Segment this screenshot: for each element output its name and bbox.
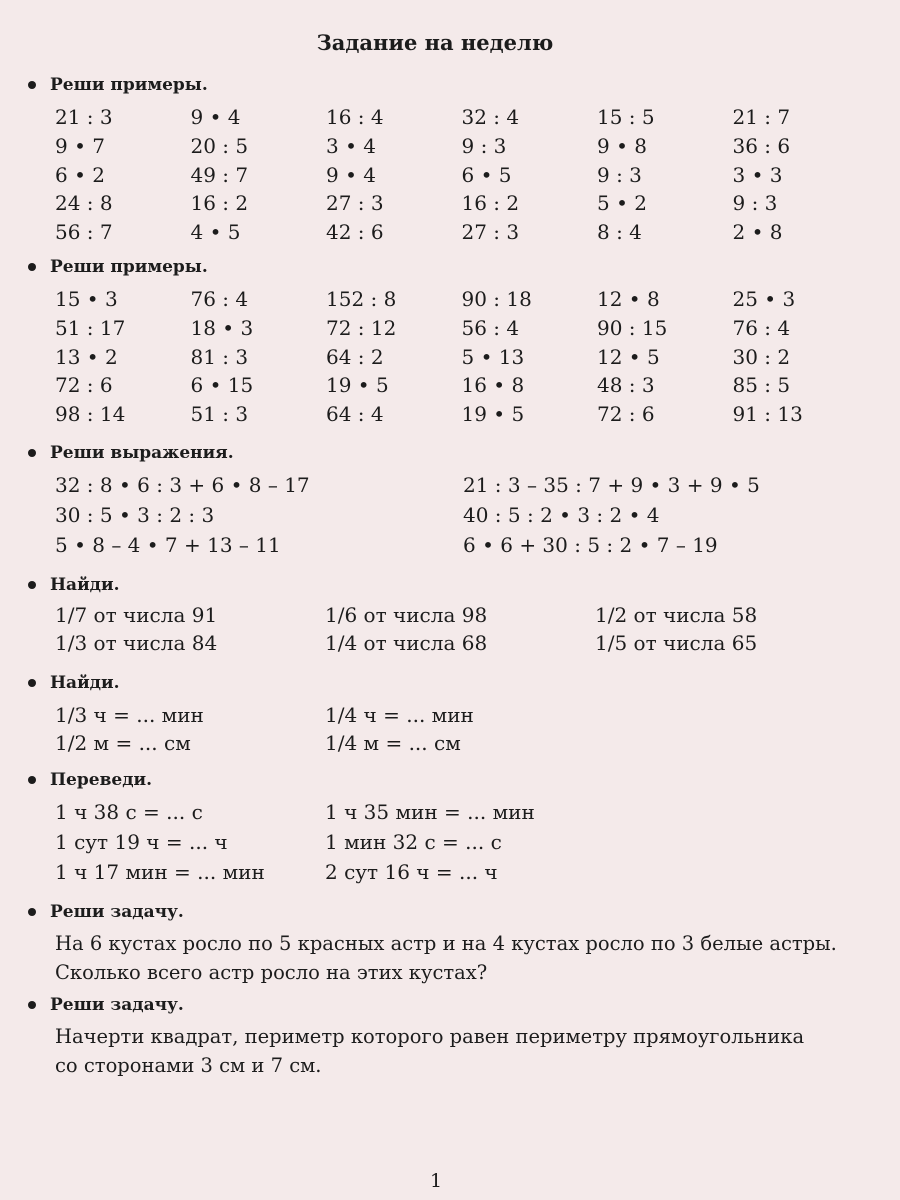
task-item: 1 ч 35 мин = ... мин: [325, 800, 535, 824]
bullet-icon: [28, 581, 36, 589]
example-item: 51 : 17: [55, 316, 126, 341]
example-item: 15 • 3: [55, 287, 118, 312]
bullet-icon: [28, 908, 36, 916]
example-item: 3 • 3: [732, 162, 783, 187]
grid-row: [55, 314, 868, 343]
problem-text-line: На 6 кустах росло по 5 красных астр и на 4 кустах росло по 3 белые астры.: [55, 932, 837, 955]
example-item: 13 • 2: [55, 344, 118, 369]
bullet-icon: [28, 776, 36, 784]
page-title: Задание на неделю: [316, 30, 554, 55]
task-item: 1/3 ч = ... мин: [55, 703, 204, 727]
example-item: 18 • 3: [190, 316, 254, 341]
example-item: 56 : 4: [461, 316, 520, 341]
example-item: 25 • 3: [732, 287, 796, 312]
expression-item: 6 • 6 + 30 : 5 : 2 • 7 – 19: [463, 533, 718, 557]
section-heading: Найди.: [28, 575, 120, 595]
example-item: 76 : 4: [190, 287, 249, 312]
grid-row: [55, 285, 868, 314]
example-item: 56 : 7: [55, 220, 113, 245]
example-item: 16 : 4: [326, 105, 384, 130]
example-item: 15 : 5: [597, 105, 655, 130]
example-item: 90 : 18: [461, 287, 532, 312]
section-heading: Реши задачу.: [28, 995, 184, 1015]
grid-row: [55, 132, 868, 161]
example-item: 51 : 3: [190, 402, 249, 427]
task-item: 1 ч 17 мин = ... мин: [55, 860, 265, 884]
examples-grid: [55, 285, 868, 428]
task-item: 1/2 м = ... см: [55, 731, 191, 755]
bullet-icon: [28, 449, 36, 457]
example-item: 21 : 3: [55, 105, 113, 130]
example-item: 9 • 8: [597, 134, 647, 159]
example-item: 42 : 6: [326, 220, 384, 245]
example-item: 72 : 6: [55, 373, 113, 398]
example-item: 76 : 4: [732, 316, 791, 341]
expression-item: 30 : 5 • 3 : 2 : 3: [55, 503, 215, 527]
example-item: 5 • 2: [597, 191, 647, 216]
example-item: 85 : 5: [732, 373, 791, 398]
example-item: 9 • 4: [326, 162, 376, 187]
example-item: 72 : 6: [597, 402, 655, 427]
example-item: 64 : 4: [326, 402, 384, 427]
task-item: 1/4 ч = ... мин: [325, 703, 474, 727]
example-item: 16 • 8: [461, 373, 525, 398]
example-item: 48 : 3: [597, 373, 655, 398]
example-item: 9 : 3: [597, 162, 642, 187]
expression-item: 40 : 5 : 2 • 3 : 2 • 4: [463, 503, 660, 527]
section-heading: Найди.: [28, 673, 120, 693]
expression-item: 32 : 8 • 6 : 3 + 6 • 8 – 17: [55, 473, 310, 497]
example-item: 16 : 2: [461, 191, 520, 216]
section-heading: Реши примеры.: [28, 75, 208, 95]
grid-row: [55, 400, 868, 429]
example-item: 19 • 5: [326, 373, 389, 398]
task-item: 2 сут 16 ч = ... ч: [325, 860, 498, 884]
bullet-icon: [28, 679, 36, 687]
task-item: 1 мин 32 с = ... с: [325, 830, 502, 854]
example-item: 32 : 4: [461, 105, 520, 130]
task-item: 1/2 от числа 58: [595, 603, 758, 627]
example-item: 16 : 2: [190, 191, 249, 216]
example-item: 12 • 5: [597, 344, 660, 369]
grid-row: [55, 103, 868, 132]
example-item: 27 : 3: [461, 220, 520, 245]
task-item: 1/5 от числа 65: [595, 631, 758, 655]
example-item: 49 : 7: [190, 162, 249, 187]
example-item: 21 : 7: [732, 105, 791, 130]
example-item: 3 • 4: [326, 134, 376, 159]
problem-text-line: Начерти квадрат, периметр которого равен периметру прямоугольника: [55, 1025, 805, 1048]
example-item: 6 • 15: [190, 373, 254, 398]
grid-row: [55, 371, 868, 400]
example-item: 9 • 4: [190, 105, 241, 130]
grid-row: [55, 218, 868, 247]
example-item: 36 : 6: [732, 134, 791, 159]
example-item: 6 • 5: [461, 162, 512, 187]
example-item: 90 : 15: [597, 316, 668, 341]
grid-row: [55, 342, 868, 371]
example-item: 2 • 8: [732, 220, 783, 245]
task-item: 1/4 м = ... см: [325, 731, 461, 755]
section-heading: Переведи.: [28, 770, 152, 790]
example-item: 5 • 13: [461, 344, 525, 369]
example-item: 91 : 13: [732, 402, 803, 427]
examples-grid: [55, 103, 868, 246]
example-item: 12 • 8: [597, 287, 660, 312]
section-heading: Реши задачу.: [28, 902, 184, 922]
example-item: 19 • 5: [461, 402, 525, 427]
task-item: 1 сут 19 ч = ... ч: [55, 830, 228, 854]
task-item: 1/6 от числа 98: [325, 603, 488, 627]
expression-item: 21 : 3 – 35 : 7 + 9 • 3 + 9 • 5: [463, 473, 760, 497]
section-heading: Реши выражения.: [28, 443, 234, 463]
example-item: 64 : 2: [326, 344, 384, 369]
grid-row: [55, 160, 868, 189]
example-item: 27 : 3: [326, 191, 384, 216]
task-item: 1/7 от числа 91: [55, 603, 218, 627]
section-heading: Реши примеры.: [28, 257, 208, 277]
example-item: 98 : 14: [55, 402, 126, 427]
example-item: 72 : 12: [326, 316, 397, 341]
example-item: 81 : 3: [190, 344, 249, 369]
example-item: 152 : 8: [326, 287, 397, 312]
bullet-icon: [28, 81, 36, 89]
example-item: 6 • 2: [55, 162, 105, 187]
bullet-icon: [28, 1001, 36, 1009]
example-item: 8 : 4: [597, 220, 642, 245]
example-item: 24 : 8: [55, 191, 113, 216]
task-item: 1/4 от числа 68: [325, 631, 488, 655]
example-item: 9 : 3: [461, 134, 507, 159]
task-item: 1/3 от числа 84: [55, 631, 218, 655]
problem-text-line: со сторонами 3 см и 7 см.: [55, 1054, 322, 1077]
example-item: 9 : 3: [732, 191, 778, 216]
expression-item: 5 • 8 – 4 • 7 + 13 – 11: [55, 533, 281, 557]
bullet-icon: [28, 263, 36, 271]
example-item: 4 • 5: [190, 220, 241, 245]
grid-row: [55, 189, 868, 218]
problem-text-line: Сколько всего астр росло на этих кустах?: [55, 961, 488, 984]
example-item: 30 : 2: [732, 344, 791, 369]
task-item: 1 ч 38 с = ... с: [55, 800, 203, 824]
example-item: 9 • 7: [55, 134, 105, 159]
page-number: 1: [430, 1170, 443, 1192]
example-item: 20 : 5: [190, 134, 249, 159]
